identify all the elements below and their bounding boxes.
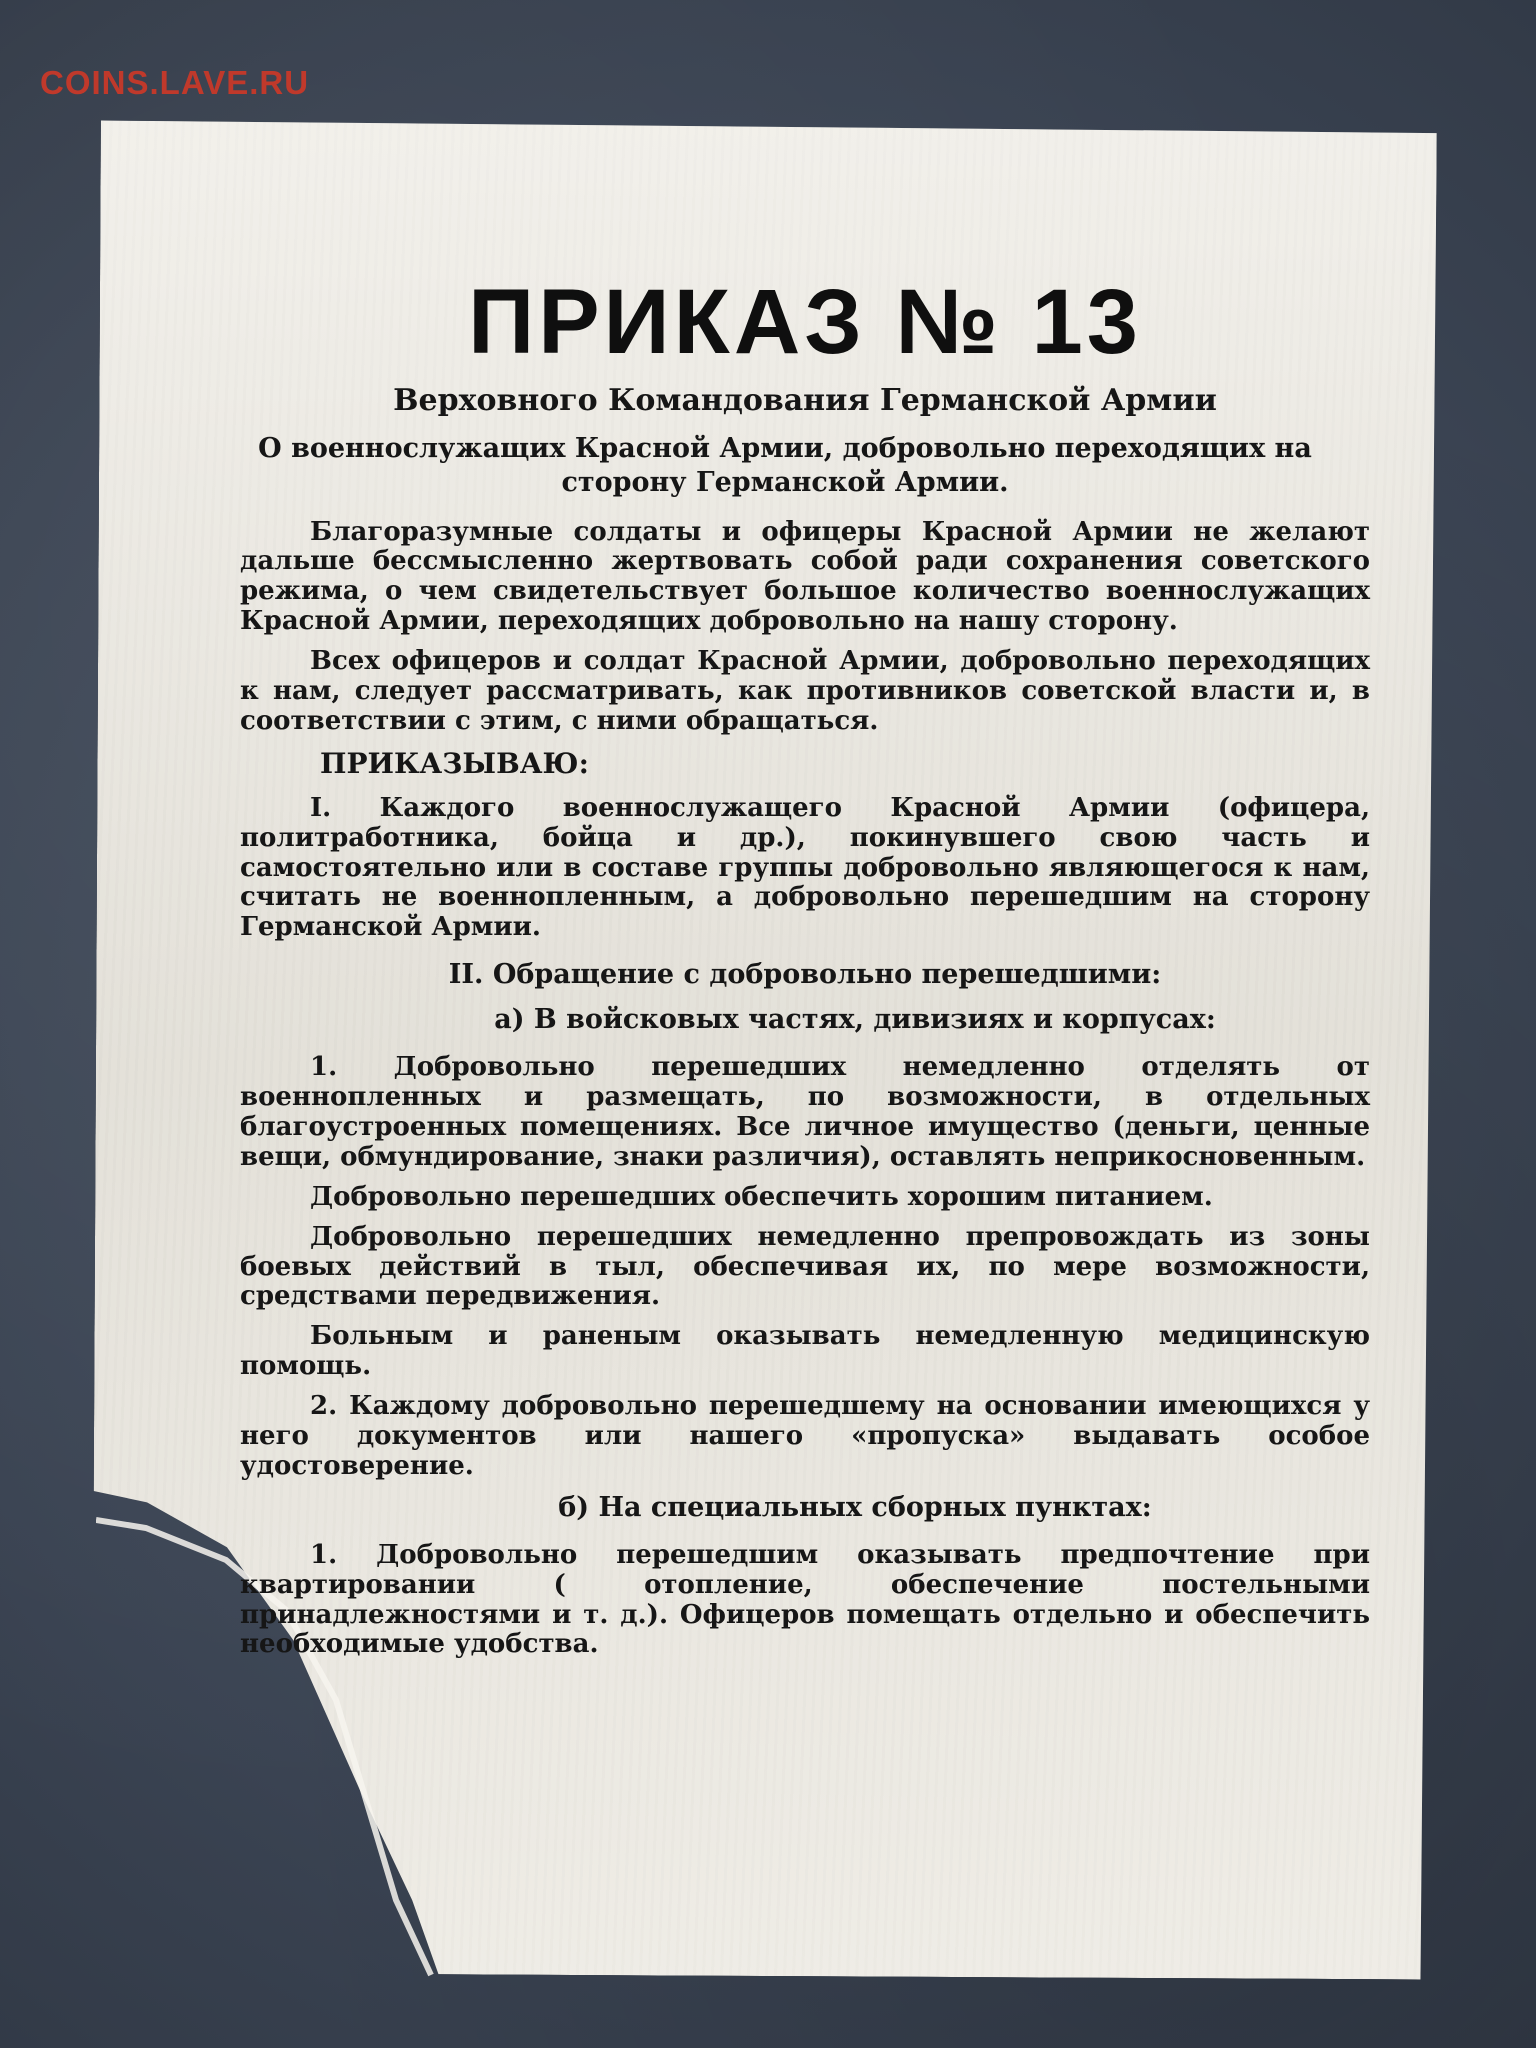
item-1: I. Каждого военнослужащего Красной Армии (офицера, политработника, бойца и др.), покинувшего свою часть и самостоятельно или в составе группы добровольно являющегося к нам, считать не военнопленным, а добровольно перешедшим на сторону Германской Армии. xyxy=(240,792,1370,943)
paragraph-intro: Благоразумные солдаты и офицеры Красной Армии не желают дальше бессмысленно жертвовать собой ради сохранения советского режима, о чем свидетельствует большое количество военнослужащих Красной Армии, переходящих добровольно на нашу сторону. xyxy=(240,516,1370,637)
subsection-a-title: а) В войсковых частях, дивизиях и корпусах: xyxy=(494,1004,1216,1036)
subsection-a-paragraph-2: Добровольно перешедших обеспечить хорошим питанием. xyxy=(310,1181,1213,1212)
section-2-title: II. Обращение с добровольно перешедшими: xyxy=(448,959,1162,991)
document-subtitle: Верховного Командования Германской Армии xyxy=(393,383,1217,418)
site-watermark: COINS.LAVE.RU xyxy=(40,64,310,101)
subsection-b-paragraph-1: 1. Добровольно перешедшим оказывать предпочтение при квартировании ( отопление, обеспечение постельными принадлежностями и т. д.). Офицеров помещать отдельно и обеспечить необходимые удобства. xyxy=(240,1539,1370,1660)
subsection-a-paragraph-4: Больным и раненым оказывать немедленную медицинскую помощь. xyxy=(240,1321,1370,1382)
subsection-a-paragraph-5: 2. Каждому добровольно перешедшему на основании имеющихся у него документов или нашего «пропуска» выдавать особое удостоверение. xyxy=(240,1391,1370,1481)
order-word: ПРИКАЗЫВАЮ: xyxy=(320,746,589,780)
document-title: ПРИКАЗ № 13 xyxy=(468,271,1142,373)
document-heading: О военнослужащих Красной Армии, добровольно переходящих на сторону Германской Армии. xyxy=(258,433,1312,498)
document-body xyxy=(240,270,1370,1670)
subsection-a-paragraph-1: 1. Добровольно перешедших немедленно отделять от военнопленных и размещать, по возможности, в отдельных благоустроенных помещениях. Все личное имущество (деньги, ценные вещи, обмундирование, знаки различия), оставлять неприкосновенным. xyxy=(240,1052,1370,1172)
subsection-b-title: б) На специальных сборных пунктах: xyxy=(558,1491,1152,1523)
paragraph-treatment: Всех офицеров и солдат Красной Армии, добровольно переходящих к нам, следует рассматривать, как противников советской власти и, в соответствии с этим, с ними обращаться. xyxy=(240,646,1370,736)
subsection-a-paragraph-3: Добровольно перешедших немедленно препровождать из зоны боевых действий в тыл, обеспечивая их, по мере возможности, средствами передвижения. xyxy=(240,1221,1370,1312)
